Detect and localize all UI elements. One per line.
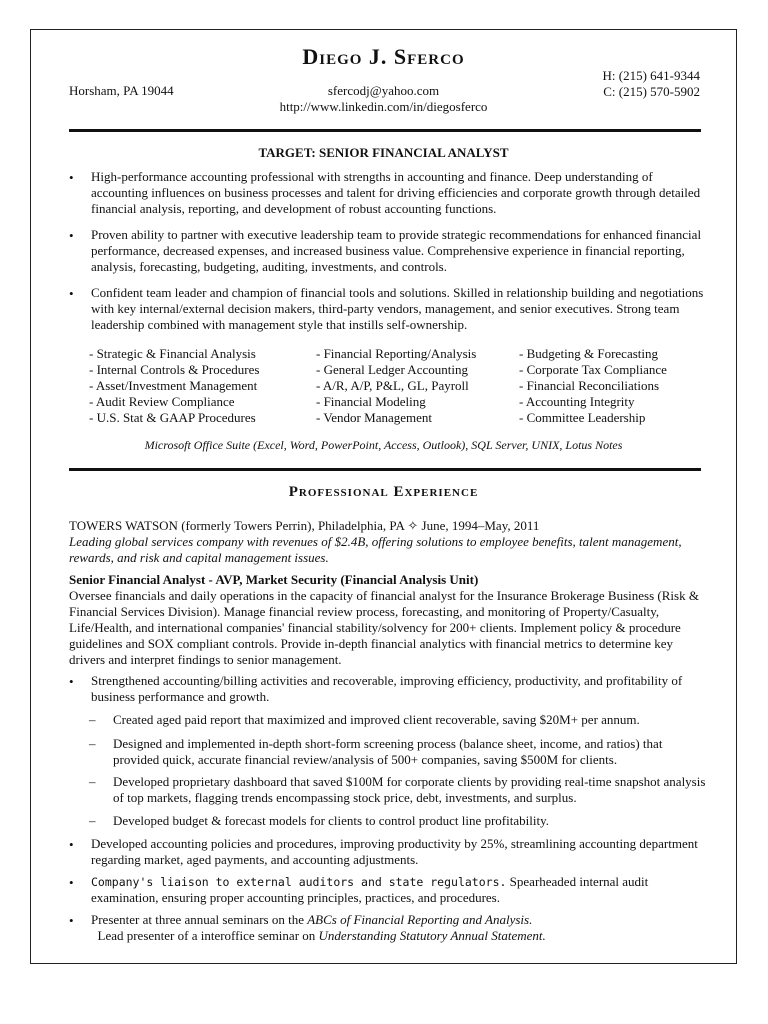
skill-item: - Accounting Integrity: [519, 394, 635, 409]
dash-icon: –: [89, 813, 96, 828]
bullet-icon: •: [69, 228, 74, 243]
skill-item: - Asset/Investment Management: [89, 378, 258, 393]
skill-item: - Strategic & Financial Analysis: [89, 346, 256, 361]
summary-bullet: • High-performance accounting professional with strengths in accounting and finance. Deep understanding of accounting influences on business processes and talent for driving efficiencies and corporate growth through detailed financial analysis, reporting, and development of robust accounting functions.: [69, 169, 701, 216]
phone-home: H: (215) 641-9344: [602, 68, 700, 83]
summary-bullet: • Confident team leader and champion of financial tools and solutions. Skilled in relationship building and negotiations with key internal/external decision makers, third-party vendors, management, and senior executives. Strong team leadership combined with management style that instills self-ownership.: [69, 285, 704, 332]
skill-item: - Financial Modeling: [316, 394, 426, 409]
achievement-bullet: [69, 874, 705, 906]
seminar-text-b: Lead presenter of a interoffice seminar on: [91, 928, 319, 943]
achievement-bullet: • Developed accounting policies and procedures, improving productivity by 25%, streamlining accounting department regarding market, aged payments, and accounting adjustments.: [69, 836, 698, 867]
skill-item: - Vendor Management: [316, 410, 433, 425]
skill-item: - Audit Review Compliance: [89, 394, 235, 409]
header-divider: [69, 129, 701, 132]
skill-item: - Financial Reconciliations: [519, 378, 660, 393]
resume-page: [30, 29, 737, 964]
skills-column-3: [519, 346, 667, 426]
target-heading: TARGET: SENIOR FINANCIAL ANALYST: [258, 145, 509, 160]
dash-icon: –: [89, 712, 96, 727]
skill-item: - A/R, A/P, P&L, GL, Payroll: [316, 378, 469, 393]
bullet-icon: •: [69, 170, 74, 185]
email: sfercodj@yahoo.com: [327, 83, 440, 98]
seminar-title-b: Understanding Statutory Annual Statement.: [318, 928, 546, 943]
seminar-title-a: ABCs of Financial Reporting and Analysis.: [307, 912, 533, 927]
skills-column-1: [89, 346, 259, 426]
bullet-icon: •: [69, 674, 74, 689]
phone-cell: C: (215) 570-5902: [603, 84, 700, 99]
sub-bullet: – Designed and implemented in-depth short-form screening process (balance sheet, income, and ratios) that provided quick, accurate financial review/analysis of 500+ companies, saving $500M for clients.: [89, 736, 663, 767]
skill-item: - U.S. Stat & GAAP Procedures: [89, 410, 256, 425]
location: Horsham, PA 19044: [69, 83, 174, 98]
dash-icon: –: [89, 774, 96, 789]
experience-heading: Professional Experience: [288, 484, 479, 500]
skill-item: - Internal Controls & Procedures: [89, 362, 260, 377]
achievement-bullet: [69, 912, 705, 944]
company-description: Leading global services company with revenues of $2.4B, offering solutions to employee benefits, talent management, rewards, and risk and capital management issues.: [69, 534, 682, 565]
bullet-icon: •: [69, 913, 74, 928]
sub-bullet: – Developed proprietary dashboard that saved $100M for corporate clients by providing real-time snapshot analysis of top markets, flagging trends encompassing stock price, debt, investments, and surplus.: [89, 774, 706, 805]
seminar-text-a: Presenter at three annual seminars on the: [91, 912, 308, 927]
skills-column-2: [316, 346, 476, 426]
summary-bullet: • Proven ability to partner with executive leadership team to provide strategic recommendations for enhanced financial performance, decreased expenses, and increased business value. Comprehensive experience in financial reporting, analysis, forecasting, budgeting, auditing, investments, and controls.: [69, 227, 702, 274]
section-divider: [69, 468, 701, 471]
skill-item: - Committee Leadership: [519, 410, 646, 425]
skill-item: - General Ledger Accounting: [316, 362, 468, 377]
role-description: Oversee financials and daily operations in the capacity of financial analyst for the Insurance Brokerage Business (Risk & Financial Services Division). Manage financial review process, forecasting, and monitoring of Property/Casualty, Life/Health, and international companies' financial stability/solvency for 200+ clients. Implement policy & procedure guidelines and SOX compliant controls. Provide in-depth financial analytics with financial metrics to determine key drivers and interpret findings to senior management.: [69, 588, 699, 667]
candidate-name: Diego J. Sferco: [302, 44, 465, 69]
liaison-lead: Company's liaison to external auditors and state regulators.: [91, 875, 507, 889]
skill-item: - Budgeting & Forecasting: [519, 346, 659, 361]
bullet-icon: •: [69, 875, 74, 890]
skill-item: - Corporate Tax Compliance: [519, 362, 667, 377]
bullet-icon: •: [69, 286, 74, 301]
role-title: Senior Financial Analyst - AVP, Market Security (Financial Analysis Unit): [69, 572, 479, 587]
sub-bullet: – Created aged paid report that maximized and improved client recoverable, saving $20M+ per annum.: [89, 712, 640, 727]
skill-item: - Financial Reporting/Analysis: [316, 346, 477, 361]
tools-line: Microsoft Office Suite (Excel, Word, PowerPoint, Access, Outlook), SQL Server, UNIX, Lotus Notes: [144, 438, 623, 452]
achievement-bullet: • Strengthened accounting/billing activities and recoverable, improving efficiency, productivity, and profitability of business performance and growth.: [69, 673, 683, 704]
liaison-rest: Spearheaded internal audit examination, ensuring proper accounting principles, practices, and procedures.: [91, 874, 649, 905]
linkedin-url: http://www.linkedin.com/in/diegosferco: [279, 99, 488, 114]
company-line: TOWERS WATSON (formerly Towers Perrin), Philadelphia, PA ✧ June, 1994–May, 2011: [69, 518, 540, 533]
dash-icon: –: [89, 736, 96, 751]
bullet-icon: •: [69, 837, 74, 852]
sub-bullet: – Developed budget & forecast models for clients to control product line profitability.: [89, 813, 549, 828]
